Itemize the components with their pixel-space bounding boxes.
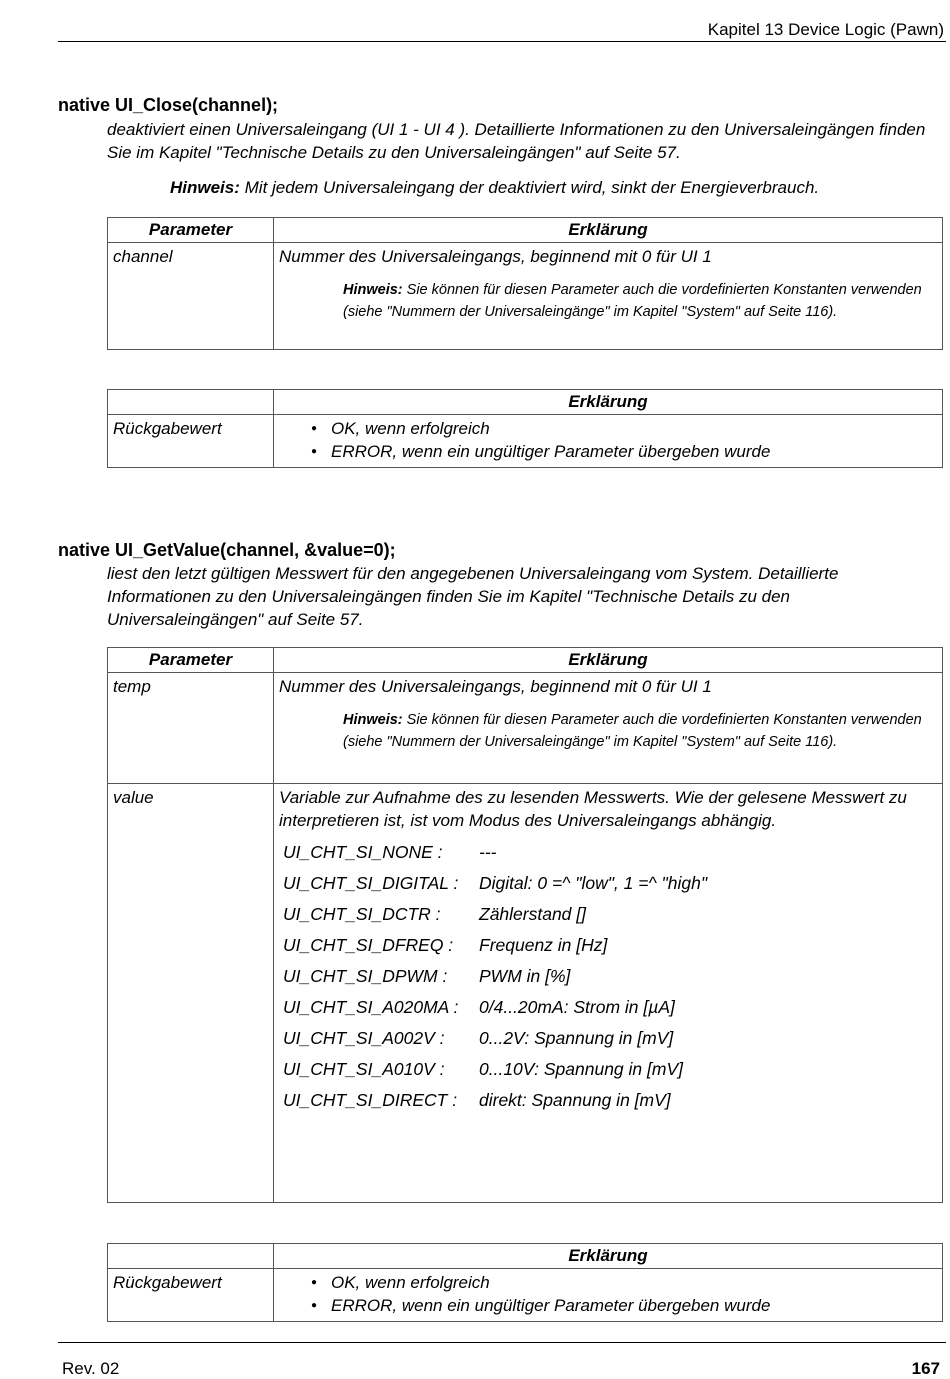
ui-getvalue-return-table — [107, 1243, 943, 1322]
mode-row — [279, 995, 711, 1026]
table-header-explanation: Erklärung — [274, 390, 943, 415]
ui-getvalue-signature: native UI_GetValue(channel, &value=0); — [58, 540, 396, 560]
mode-row — [279, 1026, 711, 1057]
return-values — [274, 415, 943, 468]
mode-name: UI_CHT_SI_DCTR : — [283, 904, 441, 924]
note-text: Sie können für diesen Parameter auch die vordefinierten Konstanten verwenden (siehe "Nummern der Universaleingänge" im Kapitel "System" auf Seite 116). — [343, 282, 922, 320]
mode-description: direkt: Spannung in [mV] — [479, 1090, 671, 1110]
param-note — [343, 709, 938, 753]
mode-name: UI_CHT_SI_A010V : — [283, 1059, 445, 1079]
ui-close-note — [170, 178, 819, 198]
ui-close-description: deaktiviert einen Universaleingang (UI 1 - UI 4 ). Detaillierte Informationen zu den Universaleingängen finden Sie im Kapitel "Technische Details zu den Universaleingängen" auf Seite 57. — [107, 120, 926, 162]
return-label: Rückgabewert — [108, 415, 274, 468]
mode-table — [279, 840, 711, 1112]
list-item: ● OK, wenn erfolgreich — [331, 1271, 938, 1294]
footer-rule — [58, 1342, 946, 1343]
table-header-explanation: Erklärung — [274, 218, 943, 243]
return-label: Rückgabewert — [108, 1269, 274, 1322]
ui-close-parameter-table — [107, 217, 943, 350]
ui-close-signature: native UI_Close(channel); — [58, 95, 279, 115]
mode-name: UI_CHT_SI_NONE : — [283, 842, 443, 862]
return-values — [274, 1269, 943, 1322]
param-explanation — [274, 784, 943, 1203]
mode-description: --- — [479, 842, 497, 862]
mode-description: PWM in [%] — [479, 966, 571, 986]
table-row — [108, 673, 943, 784]
list-item: ● ERROR, wenn ein ungültiger Parameter übergeben wurde — [331, 1294, 938, 1317]
table-row — [108, 243, 943, 350]
param-name: temp — [108, 673, 274, 784]
mode-row — [279, 1057, 711, 1088]
page-number: 167 — [911, 1359, 940, 1378]
mode-name: UI_CHT_SI_DIRECT : — [283, 1090, 458, 1110]
param-explanation — [274, 673, 943, 784]
param-name: channel — [108, 243, 274, 350]
note-label: Hinweis: — [170, 178, 240, 197]
table-header-explanation: Erklärung — [274, 648, 943, 673]
mode-description: Digital: 0 =^ "low", 1 =^ "high" — [479, 873, 708, 893]
mode-name: UI_CHT_SI_A020MA : — [283, 997, 459, 1017]
note-text: Sie können für diesen Parameter auch die vordefinierten Konstanten verwenden (siehe "Nummern der Universaleingänge" im Kapitel "System" auf Seite 116). — [343, 712, 922, 750]
table-header-empty — [108, 1244, 274, 1269]
return-list — [279, 417, 938, 463]
mode-row — [279, 1088, 711, 1112]
mode-name: UI_CHT_SI_A002V : — [283, 1028, 445, 1048]
note-label: Hinweis: — [343, 712, 403, 728]
param-note — [343, 279, 938, 323]
note-text: Mit jedem Universaleingang der deaktiviert wird, sinkt der Energieverbrauch. — [239, 178, 820, 197]
table-header-explanation: Erklärung — [274, 1244, 943, 1269]
return-list — [279, 1271, 938, 1317]
list-item: ● OK, wenn erfolgreich — [331, 417, 938, 440]
mode-row — [279, 902, 711, 933]
running-header: Kapitel 13 Device Logic (Pawn) — [707, 20, 944, 39]
table-row — [108, 1269, 943, 1322]
param-explanation — [274, 243, 943, 350]
table-header-empty — [108, 390, 274, 415]
mode-description: 0/4...20mA: Strom in [µA] — [479, 997, 675, 1017]
mode-name: UI_CHT_SI_DPWM : — [283, 966, 448, 986]
ui-close-return-table — [107, 389, 943, 468]
mode-row — [279, 964, 711, 995]
ui-getvalue-parameter-table — [107, 647, 943, 1203]
list-item: ● ERROR, wenn ein ungültiger Parameter übergeben wurde — [331, 440, 938, 463]
mode-row — [279, 871, 711, 902]
mode-row — [279, 933, 711, 964]
mode-name: UI_CHT_SI_DIGITAL : — [283, 873, 459, 893]
revision-label: Rev. 02 — [62, 1359, 120, 1378]
param-name: value — [108, 784, 274, 1203]
table-header-parameter: Parameter — [108, 218, 274, 243]
header-rule — [58, 41, 946, 42]
mode-description: 0...10V: Spannung in [mV] — [479, 1059, 683, 1079]
mode-row — [279, 840, 711, 871]
param-text: Variable zur Aufnahme des zu lesenden Messwerts. Wie der gelesene Messwert zu interpretieren ist, ist vom Modus des Universaleingangs abhängig. — [279, 788, 907, 830]
param-text: Nummer des Universaleingangs, beginnend mit 0 für UI 1 — [279, 247, 712, 266]
mode-description: Zählerstand [] — [479, 904, 586, 924]
mode-description: 0...2V: Spannung in [mV] — [479, 1028, 674, 1048]
param-text: Nummer des Universaleingangs, beginnend mit 0 für UI 1 — [279, 677, 712, 696]
table-row — [108, 415, 943, 468]
mode-description: Frequenz in [Hz] — [479, 935, 608, 955]
note-label: Hinweis: — [343, 282, 403, 298]
ui-getvalue-description: liest den letzt gültigen Messwert für den angegebenen Universaleingang vom System. Detaillierte Informationen zu den Universaleingängen finden Sie im Kapitel "Technische Details zu den Universaleingängen" auf Seite 57. — [107, 564, 839, 629]
table-header-parameter: Parameter — [108, 648, 274, 673]
mode-name: UI_CHT_SI_DFREQ : — [283, 935, 454, 955]
table-row — [108, 784, 943, 1203]
